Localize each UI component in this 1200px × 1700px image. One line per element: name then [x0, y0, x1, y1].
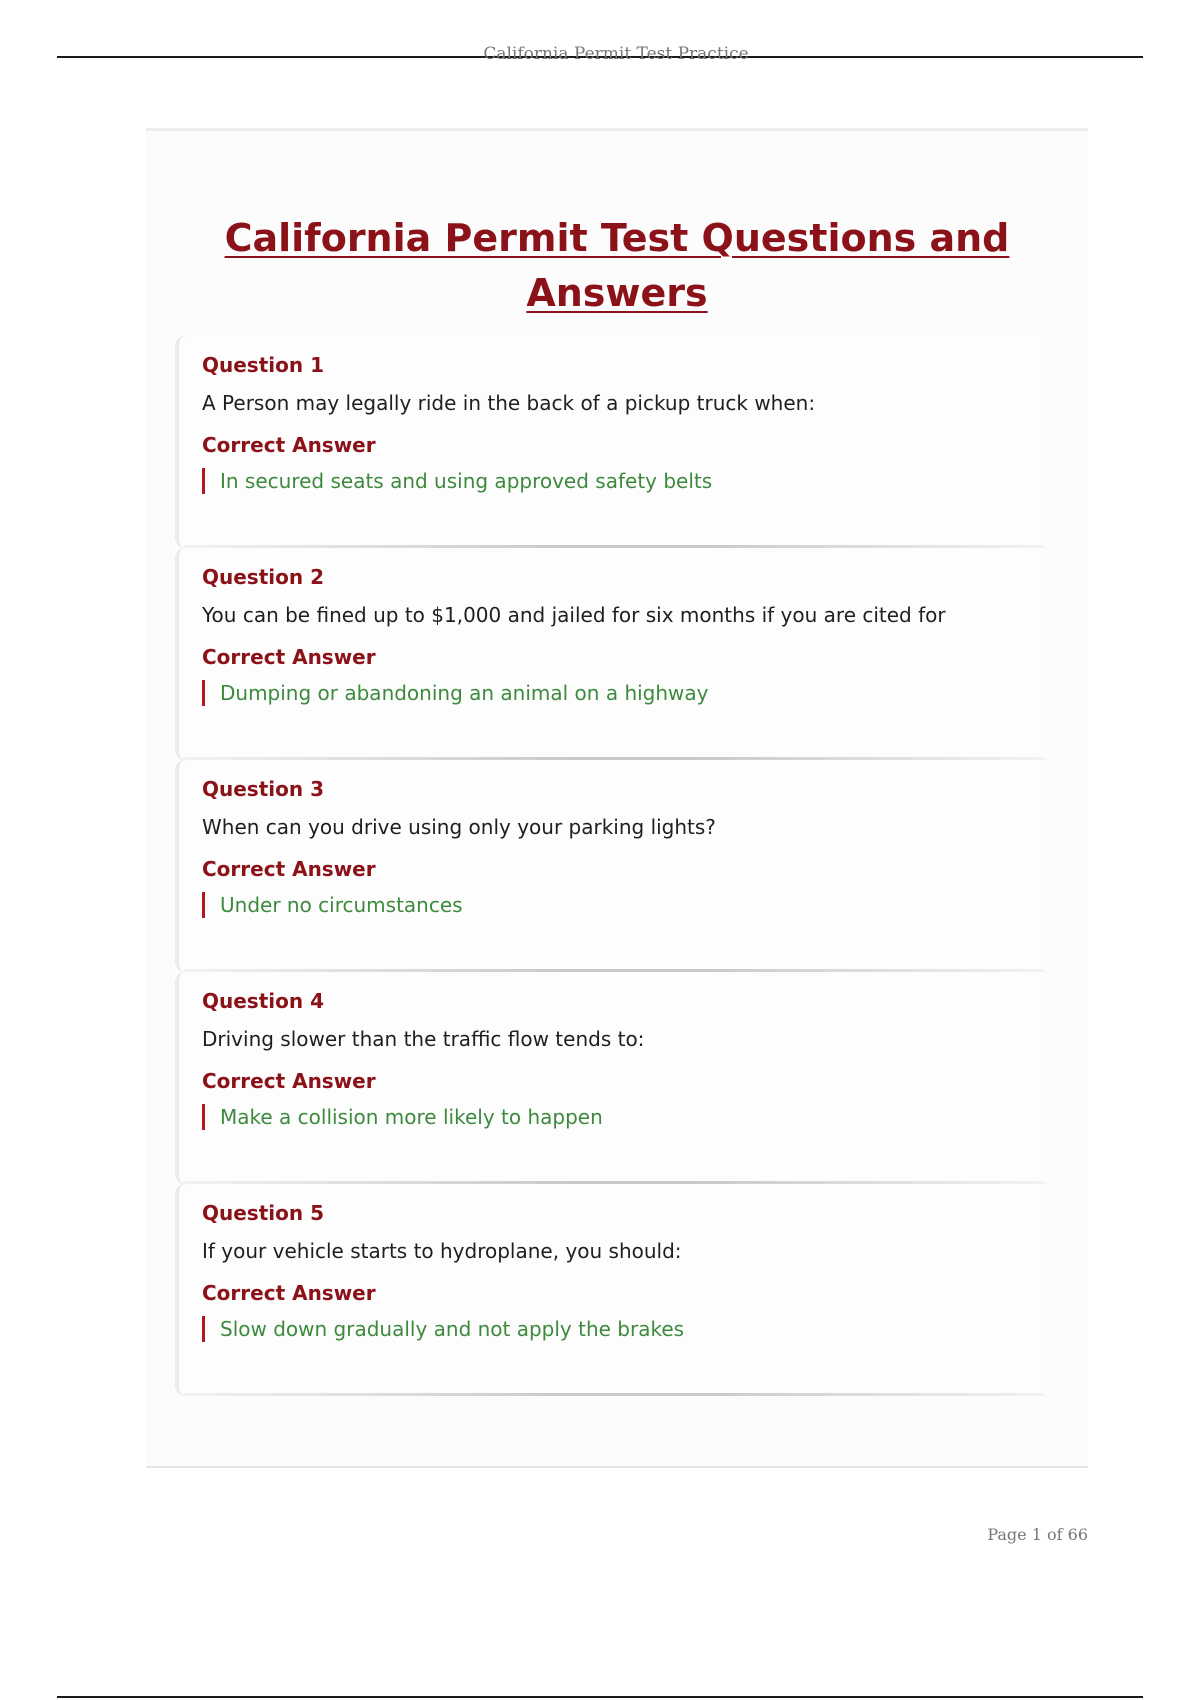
- question-text: When can you drive using only your parking lights?: [202, 815, 716, 839]
- correct-answer-label: Correct Answer: [202, 1069, 376, 1093]
- footer-rule: [57, 1696, 1143, 1698]
- correct-answer-text: Under no circumstances: [202, 892, 1045, 918]
- question-card-1: [175, 336, 1045, 548]
- correct-answer-label: Correct Answer: [202, 1281, 376, 1305]
- correct-answer-label: Correct Answer: [202, 645, 376, 669]
- question-card-4: [175, 972, 1045, 1184]
- question-label: Question 4: [202, 989, 324, 1013]
- question-label: Question 5: [202, 1201, 324, 1225]
- question-text: Driving slower than the traffic flow tends to:: [202, 1027, 645, 1051]
- question-card-5: [175, 1184, 1045, 1396]
- question-card-3: [175, 760, 1045, 972]
- correct-answer-text: In secured seats and using approved safety belts: [202, 468, 1045, 494]
- correct-answer-text: Make a collision more likely to happen: [202, 1104, 1045, 1130]
- question-card-2: [175, 548, 1045, 760]
- correct-answer-text: Slow down gradually and not apply the brakes: [202, 1316, 1045, 1342]
- question-text: A Person may legally ride in the back of a pickup truck when:: [202, 391, 816, 415]
- running-title: California Permit Test Practice: [483, 44, 749, 64]
- question-label: Question 2: [202, 565, 324, 589]
- question-label: Question 3: [202, 777, 324, 801]
- document-title: California Permit Test Questions and Answers: [224, 216, 1010, 315]
- question-text: You can be fined up to $1,000 and jailed for six months if you are cited for: [202, 603, 946, 627]
- correct-answer-label: Correct Answer: [202, 857, 376, 881]
- page-number: Page 1 of 66: [987, 1525, 1088, 1544]
- question-text: If your vehicle starts to hydroplane, you should:: [202, 1239, 682, 1263]
- content-card: [146, 128, 1088, 1468]
- question-list: [175, 336, 1045, 1396]
- correct-answer-text: Dumping or abandoning an animal on a highway: [202, 680, 1045, 706]
- correct-answer-label: Correct Answer: [202, 433, 376, 457]
- question-label: Question 1: [202, 353, 324, 377]
